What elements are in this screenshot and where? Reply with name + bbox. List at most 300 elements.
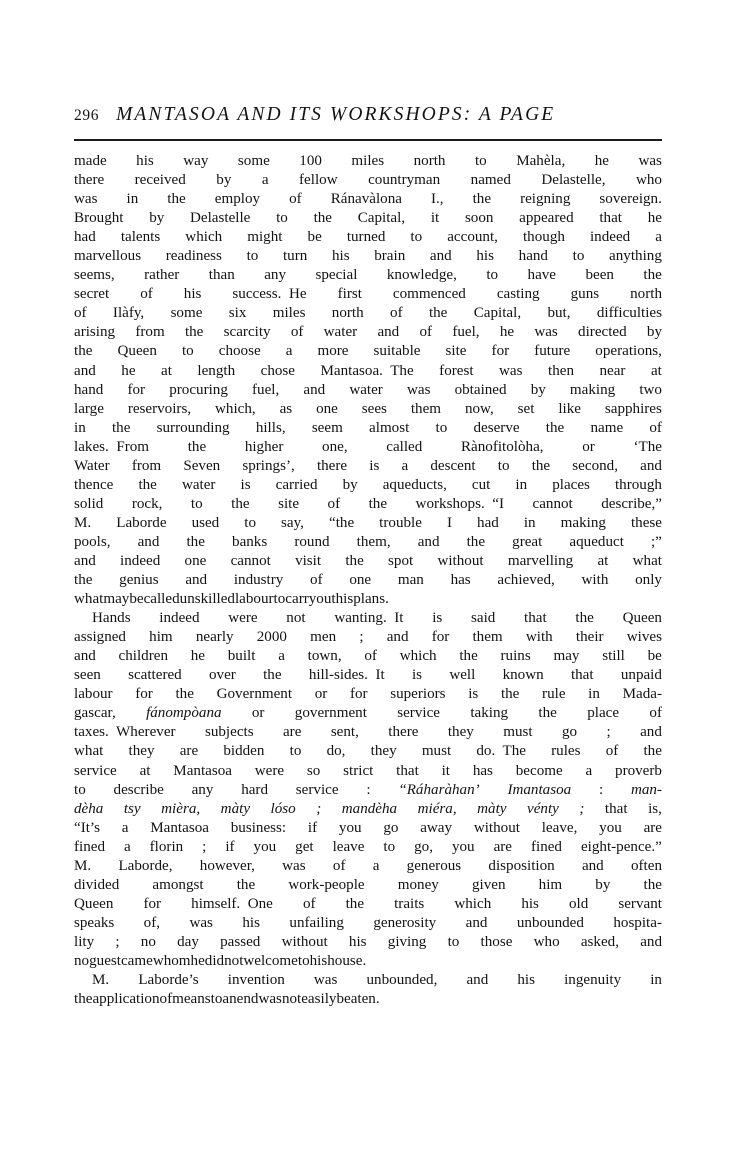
- text-token: eight-pence.”: [580, 838, 662, 855]
- text-token: cut: [471, 476, 491, 493]
- text-token: he: [499, 324, 515, 341]
- text-token: application: [92, 991, 160, 1008]
- text-token: ;: [316, 800, 322, 817]
- text-token: sovereign.: [599, 191, 662, 208]
- text-token: future: [534, 343, 571, 360]
- text-token: are: [643, 819, 662, 836]
- text-token: “Ráharàhan’: [398, 781, 480, 798]
- text-token: did: [204, 952, 225, 969]
- text-token: unbounded,: [366, 972, 438, 989]
- text-token: by: [149, 210, 165, 227]
- text-token: said: [471, 610, 496, 627]
- text-token: have: [527, 267, 557, 284]
- text-token: he: [594, 153, 609, 169]
- text-token: name: [590, 419, 624, 436]
- text-token: anything: [609, 248, 662, 265]
- text-token: springs’,: [242, 457, 295, 474]
- text-token: two: [639, 381, 662, 398]
- text-token: for: [491, 343, 510, 360]
- text-token: be: [307, 229, 322, 246]
- text-token: fuel,: [452, 324, 480, 341]
- text-token: 100: [299, 153, 322, 169]
- text-token: which: [399, 648, 437, 665]
- text-token: or: [582, 438, 595, 455]
- text-token: may: [103, 591, 130, 608]
- text-token: for: [349, 686, 368, 703]
- text-line: [74, 971, 662, 990]
- text-token: to: [276, 210, 288, 227]
- text-token: the: [545, 419, 565, 436]
- text-token: lakes. From: [74, 438, 150, 455]
- text-token: as: [279, 400, 293, 417]
- text-token: rule: [542, 686, 566, 703]
- text-token: sent,: [330, 724, 359, 741]
- text-token: to: [210, 991, 223, 1008]
- text-token: hills,: [255, 419, 286, 436]
- text-token: procuring: [169, 381, 228, 398]
- text-token: wives: [626, 629, 662, 646]
- text-token: however,: [199, 857, 255, 874]
- text-token: one: [184, 552, 207, 569]
- text-token: there: [388, 724, 419, 741]
- text-token: out: [316, 591, 336, 608]
- text-token: by: [595, 876, 611, 893]
- text-token: describe,”: [601, 495, 662, 512]
- text-token: taking: [470, 705, 509, 722]
- text-token: describe: [113, 781, 164, 798]
- text-token: seems,: [74, 267, 115, 284]
- text-token: vénty: [527, 800, 559, 817]
- text-line: [74, 552, 662, 571]
- text-token: and: [74, 648, 96, 665]
- text-token: generosity: [373, 914, 437, 931]
- text-token: then: [548, 362, 574, 379]
- text-token: is: [411, 667, 423, 684]
- text-token: labour: [74, 686, 113, 703]
- text-token: higher: [244, 438, 284, 455]
- text-token: the: [428, 305, 448, 322]
- text-line: [74, 952, 662, 971]
- text-token: that: [396, 762, 419, 779]
- text-token: was: [534, 324, 558, 341]
- text-token: his: [183, 286, 202, 303]
- text-token: florin: [149, 838, 184, 855]
- text-token: made: [74, 153, 107, 169]
- text-token: descent: [430, 457, 476, 474]
- text-line: [74, 609, 662, 628]
- text-token: him: [538, 876, 563, 893]
- text-token: house.: [327, 952, 367, 969]
- text-token: the: [538, 705, 557, 722]
- text-token: with: [525, 629, 553, 646]
- text-token: service: [295, 781, 339, 798]
- text-token: given: [471, 876, 506, 893]
- text-token: they: [447, 724, 474, 741]
- text-token: get: [295, 838, 314, 855]
- text-token: the: [263, 667, 282, 684]
- text-token: is: [240, 476, 251, 493]
- text-token: the: [531, 457, 551, 474]
- text-token: places: [552, 476, 590, 493]
- text-token: those: [480, 933, 513, 950]
- text-token: his: [521, 895, 539, 912]
- text-token: it: [430, 210, 440, 227]
- text-token: be: [647, 648, 662, 665]
- text-token: that: [599, 210, 622, 227]
- text-token: the: [167, 191, 186, 208]
- text-token: only: [635, 572, 662, 589]
- text-token: Queen: [622, 610, 662, 627]
- text-token: of: [290, 324, 304, 341]
- text-token: Delastelle,: [541, 172, 606, 189]
- text-token: and: [417, 533, 440, 550]
- text-token: government: [294, 705, 367, 722]
- text-token: become: [515, 762, 563, 779]
- text-token: lóso: [270, 800, 296, 817]
- text-token: seen: [74, 667, 101, 684]
- header-rule: [74, 139, 662, 141]
- text-token: was: [74, 191, 98, 208]
- text-token: the: [184, 324, 204, 341]
- text-token: north: [413, 153, 446, 169]
- text-token: not: [224, 952, 244, 969]
- text-token: of: [332, 857, 346, 874]
- text-token: him: [149, 629, 173, 646]
- text-token: ingenuity: [564, 972, 622, 989]
- text-line: [74, 800, 662, 819]
- text-token: first: [337, 286, 362, 303]
- text-token: a: [585, 762, 593, 779]
- text-token: for: [431, 629, 450, 646]
- text-token: of: [419, 324, 433, 341]
- text-token: reigning: [520, 191, 571, 208]
- text-token: the: [345, 552, 364, 569]
- text-token: rock,: [131, 495, 163, 512]
- text-token: are: [493, 838, 512, 855]
- text-token: special: [315, 267, 358, 284]
- text-token: making: [569, 381, 616, 398]
- text-token: an: [222, 991, 237, 1008]
- text-token: six: [228, 305, 247, 322]
- text-token: by: [342, 476, 358, 493]
- text-line: [74, 400, 662, 419]
- text-token: casting: [496, 286, 540, 303]
- text-token: place: [587, 705, 620, 722]
- text-token: if: [307, 819, 318, 836]
- text-token: of: [364, 648, 377, 665]
- text-token: secret: [74, 286, 110, 303]
- text-token: :: [598, 781, 604, 798]
- text-line: [74, 933, 662, 952]
- text-token: no: [74, 952, 90, 969]
- text-token: workshops. “I: [415, 495, 505, 512]
- text-token: of,: [143, 914, 161, 931]
- text-token: 2000: [256, 629, 287, 646]
- text-token: solid: [74, 495, 104, 512]
- text-token: their: [575, 629, 604, 646]
- text-token: by: [216, 172, 232, 189]
- text-token: his: [335, 591, 354, 608]
- text-token: of: [310, 572, 323, 589]
- text-token: the: [459, 648, 478, 665]
- text-token: guns: [570, 286, 600, 303]
- text-token: had: [74, 229, 96, 246]
- text-token: miles: [272, 305, 306, 322]
- text-token: by: [530, 381, 546, 398]
- text-token: and: [137, 533, 160, 550]
- text-token: proverb: [615, 762, 662, 779]
- text-token: and: [466, 972, 489, 989]
- text-token: them: [410, 400, 442, 417]
- text-token: over: [209, 667, 236, 684]
- text-token: unskilled: [179, 591, 235, 608]
- text-token: Imantasoa: [507, 781, 572, 798]
- text-token: service: [397, 705, 440, 722]
- text-token: speaks: [74, 914, 115, 931]
- text-token: without: [437, 552, 484, 569]
- text-token: who: [533, 933, 560, 950]
- text-token: “It’s: [74, 819, 100, 836]
- text-token: not: [281, 991, 302, 1008]
- text-token: the: [111, 419, 131, 436]
- text-token: round: [294, 533, 330, 550]
- text-token: the: [74, 991, 93, 1008]
- text-token: industry: [233, 572, 284, 589]
- text-token: were: [228, 610, 258, 627]
- text-line: [74, 723, 662, 742]
- text-token: talents: [120, 229, 161, 246]
- text-token: known: [502, 667, 544, 684]
- text-token: subjects: [204, 724, 254, 741]
- text-line: [74, 419, 662, 438]
- text-line: [74, 495, 662, 514]
- text-token: and: [465, 914, 488, 931]
- text-token: that: [524, 610, 547, 627]
- text-token: it: [441, 762, 450, 779]
- text-token: go: [562, 724, 578, 741]
- text-token: of: [140, 286, 153, 303]
- text-token: of: [159, 991, 173, 1008]
- text-token: operations,: [595, 343, 662, 360]
- text-token: were: [254, 762, 285, 779]
- text-token: may: [553, 648, 580, 665]
- text-token: unfailing: [289, 914, 344, 931]
- text-token: the: [236, 876, 256, 893]
- text-token: must: [503, 724, 533, 741]
- text-token: Rànofitolòha,: [460, 438, 544, 455]
- text-token: beaten.: [336, 991, 380, 1008]
- text-token: scarcity: [223, 324, 271, 341]
- text-token: to: [273, 591, 286, 608]
- text-token: and: [185, 572, 208, 589]
- text-token: the: [575, 610, 594, 627]
- text-token: to: [447, 933, 460, 950]
- text-token: indeed: [120, 552, 161, 569]
- text-token: superiors: [390, 686, 446, 703]
- text-token: his: [309, 952, 328, 969]
- text-token: welcome: [243, 952, 298, 969]
- text-token: for: [127, 381, 146, 398]
- text-token: and: [74, 362, 96, 379]
- text-token: fuel,: [252, 381, 280, 398]
- text-token: account,: [447, 229, 498, 246]
- text-token: near: [599, 362, 626, 379]
- text-token: was: [499, 362, 523, 379]
- text-token: to: [74, 781, 86, 798]
- text-token: easily: [301, 991, 337, 1008]
- text-token: the: [500, 686, 520, 703]
- text-token: almost: [369, 419, 410, 436]
- text-token: of: [74, 305, 87, 322]
- text-token: and: [640, 933, 662, 950]
- text-token: without: [473, 819, 520, 836]
- text-token: the: [368, 495, 388, 512]
- text-token: the: [643, 743, 662, 760]
- text-token: money: [397, 876, 439, 893]
- text-line: [74, 876, 662, 895]
- text-line: [74, 247, 662, 266]
- text-token: a: [285, 343, 293, 360]
- text-token: giving: [387, 933, 427, 950]
- text-token: making: [560, 514, 606, 531]
- text-token: of: [302, 895, 316, 912]
- text-token: surrounding: [156, 419, 230, 436]
- text-token: the: [643, 876, 662, 893]
- text-token: than: [208, 267, 235, 284]
- text-token: from: [135, 324, 165, 341]
- text-token: any: [264, 267, 287, 284]
- text-token: ;”: [650, 533, 662, 550]
- text-token: gascar,: [74, 705, 116, 722]
- text-token: are: [282, 724, 302, 741]
- text-token: of: [605, 743, 619, 760]
- text-token: to: [497, 457, 510, 474]
- text-token: deserve: [473, 419, 520, 436]
- text-token: Government: [216, 686, 293, 703]
- text-token: been: [585, 267, 614, 284]
- text-token: for: [135, 686, 153, 703]
- text-token: end: [236, 991, 259, 1008]
- text-token: to: [190, 495, 203, 512]
- running-head: [74, 104, 662, 130]
- text-token: and: [377, 324, 400, 341]
- text-token: in: [588, 686, 600, 703]
- text-token: built: [227, 648, 256, 665]
- text-token: trouble: [379, 514, 422, 531]
- text-token: work-people: [288, 876, 365, 893]
- text-token: came: [120, 952, 153, 969]
- page-folio-number: 296: [74, 107, 100, 124]
- text-token: readiness: [165, 248, 222, 265]
- text-token: was: [638, 153, 662, 169]
- text-token: must: [421, 743, 452, 760]
- text-token: go,: [414, 838, 433, 855]
- text-token: man-: [630, 781, 662, 798]
- text-token: was: [406, 381, 431, 398]
- text-token: marvelling: [507, 552, 574, 569]
- text-token: town,: [307, 648, 342, 665]
- text-token: pools,: [74, 533, 111, 550]
- text-token: often: [630, 857, 662, 874]
- text-token: he: [190, 648, 205, 665]
- text-token: himself. One: [191, 895, 273, 912]
- text-token: you: [338, 819, 362, 836]
- text-token: unpaid: [620, 667, 662, 684]
- text-token: not: [286, 610, 306, 627]
- text-token: Laborde,: [118, 857, 173, 874]
- text-token: north: [331, 305, 364, 322]
- text-token: now,: [464, 400, 494, 417]
- text-token: and: [640, 457, 662, 474]
- text-token: with: [581, 572, 609, 589]
- text-token: unbounded: [516, 914, 584, 931]
- text-token: Laborde: [116, 514, 167, 531]
- text-token: is: [432, 610, 443, 627]
- text-token: suitable: [373, 343, 421, 360]
- text-token: a: [123, 838, 131, 855]
- text-token: reservoirs,: [127, 400, 192, 417]
- text-token: the: [74, 572, 93, 589]
- text-line: [74, 209, 662, 228]
- text-token: named: [470, 172, 511, 189]
- text-token: ;: [579, 800, 585, 817]
- text-token: by: [646, 324, 662, 341]
- text-token: water: [181, 476, 216, 493]
- text-token: Capital,: [357, 210, 406, 227]
- text-token: and: [429, 248, 452, 265]
- text-token: there: [316, 457, 348, 474]
- text-line: [74, 381, 662, 400]
- text-token: the: [231, 495, 250, 512]
- text-line: [74, 895, 662, 914]
- text-token: generous: [406, 857, 462, 874]
- text-token: they: [370, 743, 397, 760]
- text-token: fined: [74, 838, 106, 855]
- text-token: his: [136, 153, 154, 169]
- text-line: [74, 762, 662, 781]
- text-line: [74, 819, 662, 838]
- text-token: asked,: [580, 933, 619, 950]
- text-token: Ránavàlona: [330, 191, 402, 208]
- text-token: ‘The: [633, 438, 662, 455]
- text-token: genius: [119, 572, 159, 589]
- text-token: cannot: [230, 552, 271, 569]
- text-token: though: [522, 229, 565, 246]
- text-token: men: [310, 629, 337, 646]
- text-token: was: [313, 972, 338, 989]
- text-token: called: [143, 591, 180, 608]
- text-token: are: [179, 743, 199, 760]
- text-line: [74, 571, 662, 590]
- text-token: at: [597, 552, 609, 569]
- text-token: Mahèla,: [516, 153, 566, 169]
- text-token: obtained: [454, 381, 507, 398]
- text-token: miéra,: [417, 800, 457, 817]
- text-token: invention: [227, 972, 285, 989]
- text-token: second,: [572, 457, 618, 474]
- text-token: is: [468, 686, 479, 703]
- text-token: ;: [202, 838, 207, 855]
- text-token: north: [630, 286, 662, 303]
- text-token: way: [183, 153, 209, 169]
- text-token: labour: [234, 591, 274, 608]
- text-token: màty: [220, 800, 251, 817]
- text-token: divided: [74, 876, 120, 893]
- text-token: his: [331, 248, 350, 265]
- text-token: that: [570, 667, 594, 684]
- text-token: arising: [74, 324, 116, 341]
- text-token: no: [140, 933, 156, 950]
